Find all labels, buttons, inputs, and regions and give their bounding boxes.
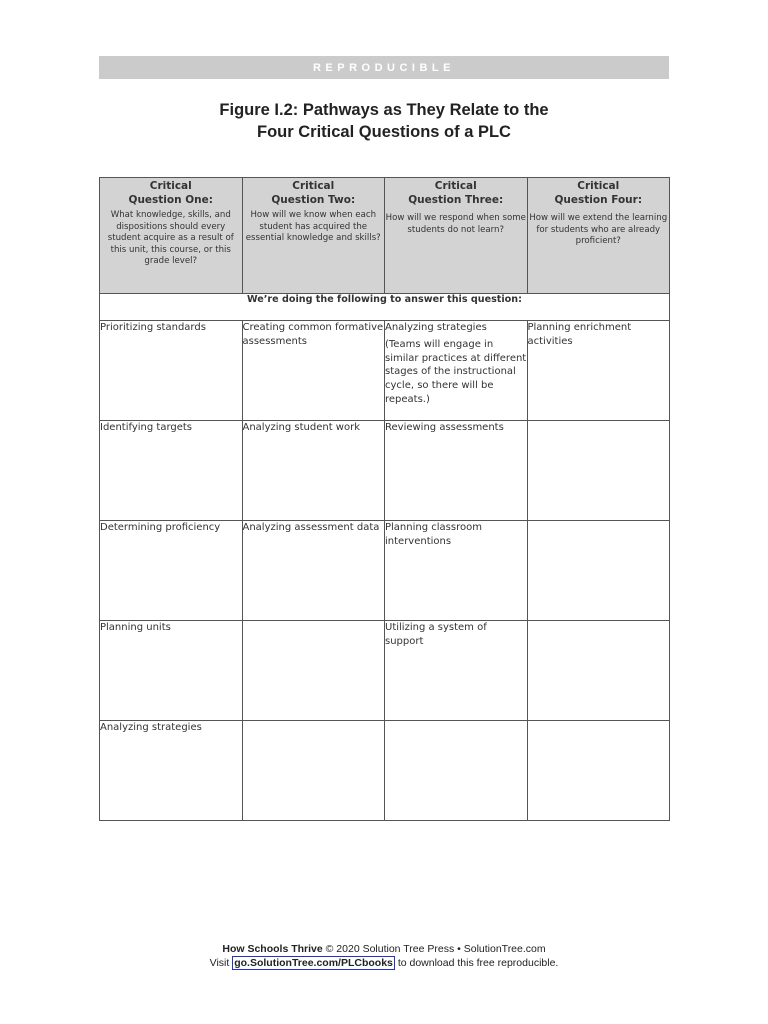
table-row bbox=[100, 721, 670, 821]
critical-questions-table bbox=[99, 177, 670, 821]
question-title: Critical Question One: bbox=[128, 180, 213, 206]
repeat-note: (Teams will engage in similar practices at different stages of the instructional cycle, so there will be repeats.) bbox=[385, 338, 527, 405]
table-cell bbox=[242, 621, 385, 721]
table-cell: Utilizing a system of support bbox=[385, 621, 528, 721]
table-cell bbox=[527, 621, 670, 721]
question-four-header bbox=[527, 178, 670, 294]
table-cell bbox=[385, 721, 528, 821]
table-cell bbox=[527, 521, 670, 621]
figure-title-line-2: Four Critical Questions of a PLC bbox=[257, 123, 511, 141]
table-cell: Determining proficiency bbox=[100, 521, 243, 621]
table-cell: Planning enrichment activities bbox=[527, 321, 670, 421]
download-link[interactable]: go.SolutionTree.com/PLCbooks bbox=[234, 957, 393, 969]
figure-title-line-1: Figure I.2: Pathways as They Relate to the bbox=[219, 101, 549, 119]
table-row bbox=[100, 421, 670, 521]
page-footer bbox=[0, 942, 768, 970]
footer-line-2 bbox=[0, 956, 768, 970]
question-text: How will we extend the learning for students who are already proficient? bbox=[529, 213, 668, 247]
question-text: How will we know when each student has acquired the essential knowledge and skills? bbox=[245, 210, 381, 244]
book-title: How Schools Thrive bbox=[222, 943, 323, 955]
copyright-text: © 2020 Solution Tree Press • SolutionTree.com bbox=[322, 943, 546, 955]
reproducible-banner: REPRODUCIBLE bbox=[99, 56, 669, 79]
download-text: to download this free reproducible. bbox=[394, 957, 559, 969]
figure-title bbox=[99, 99, 669, 143]
table-cell: Analyzing assessment data bbox=[242, 521, 385, 621]
question-text: How will we respond when some students do not learn? bbox=[385, 213, 526, 235]
table-cell bbox=[527, 421, 670, 521]
table-cell: Planning classroom interventions bbox=[385, 521, 528, 621]
subheader-row bbox=[100, 294, 670, 321]
question-two-header bbox=[242, 178, 385, 294]
question-title: Critical Question Three: bbox=[408, 180, 504, 206]
table-cell: Analyzing strategies bbox=[100, 721, 243, 821]
table-cell bbox=[385, 321, 528, 421]
table-cell bbox=[527, 721, 670, 821]
header-row bbox=[100, 178, 670, 294]
question-title: Critical Question Four: bbox=[554, 180, 643, 206]
table-cell: Creating common formative assessments bbox=[242, 321, 385, 421]
question-text: What knowledge, skills, and dispositions should every student acquire as a result of this unit, this course, or this grade level? bbox=[107, 210, 234, 267]
table-cell: Reviewing assessments bbox=[385, 421, 528, 521]
footer-line-1 bbox=[0, 942, 768, 956]
table-cell bbox=[242, 721, 385, 821]
table-cell: Prioritizing standards bbox=[100, 321, 243, 421]
table-row bbox=[100, 521, 670, 621]
table-row bbox=[100, 621, 670, 721]
table-cell: Identifying targets bbox=[100, 421, 243, 521]
table-cell: Analyzing student work bbox=[242, 421, 385, 521]
table-row bbox=[100, 321, 670, 421]
table-subheader: We’re doing the following to answer this question: bbox=[100, 294, 670, 321]
cell-text: Analyzing strategies bbox=[385, 322, 487, 333]
table-cell: Planning units bbox=[100, 621, 243, 721]
question-title: Critical Question Two: bbox=[271, 180, 356, 206]
question-one-header bbox=[100, 178, 243, 294]
visit-text: Visit bbox=[209, 957, 233, 969]
question-three-header bbox=[385, 178, 528, 294]
